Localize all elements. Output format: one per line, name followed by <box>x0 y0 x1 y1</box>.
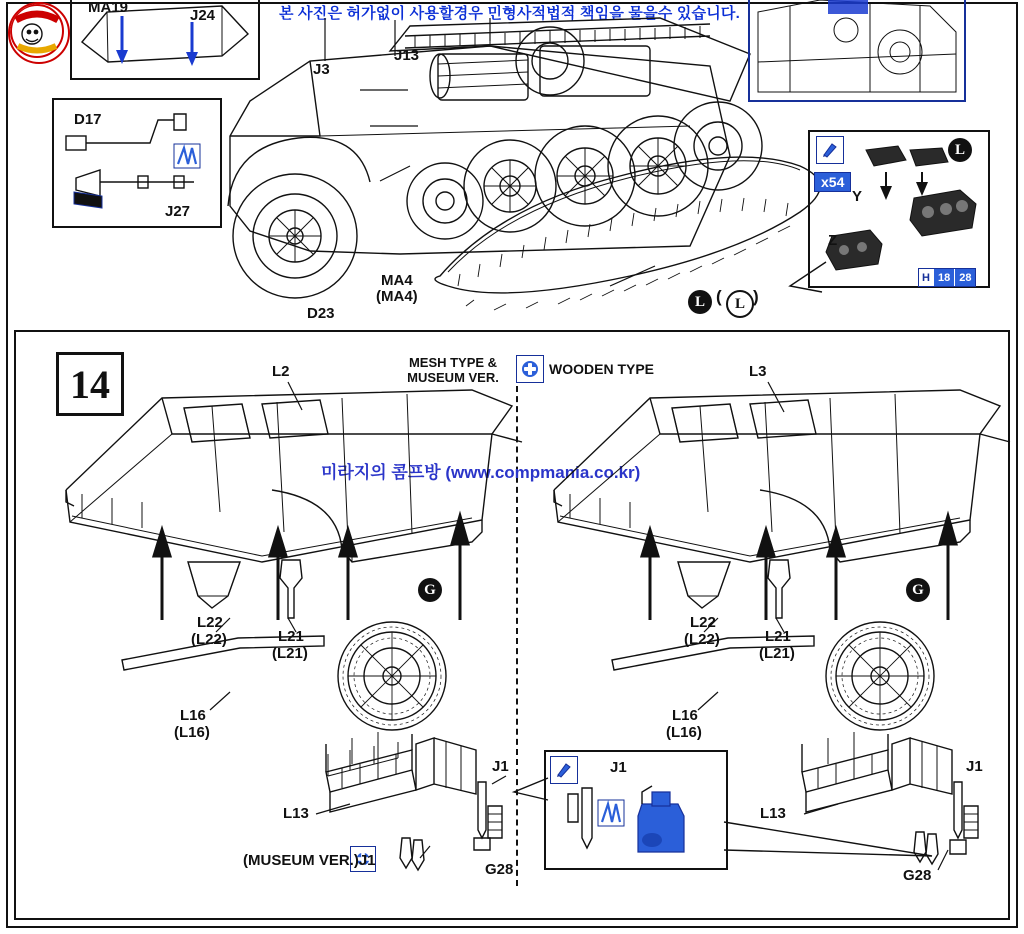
color-badge-h18-28 <box>918 268 976 287</box>
label-d23: D23 <box>307 305 335 322</box>
label-l21-right: L21 <box>765 628 791 645</box>
inset-top-right-artwork <box>750 0 964 100</box>
label-ma4: MA4 <box>381 272 413 289</box>
glue-icon-inset <box>550 756 578 784</box>
label-j1-inset: J1 <box>610 759 627 776</box>
label-museum-ver-j1: (MUSEUM VER.)J1 <box>243 852 376 869</box>
label-j1-right: J1 <box>966 758 983 775</box>
step-number-text: 14 <box>70 361 110 407</box>
label-j3: J3 <box>313 61 330 78</box>
color-badge-h: H <box>919 269 933 286</box>
mesh-type-line2: MUSEUM VER. <box>407 369 499 385</box>
compmania-logo <box>8 2 70 64</box>
inset-ma19-j24 <box>70 0 260 80</box>
label-l2: L2 <box>272 363 290 380</box>
callout-g-right: G <box>906 578 930 602</box>
label-l22-left: L22 <box>197 614 223 631</box>
callout-paren-open: ( <box>716 287 722 306</box>
label-l21-paren-right: (L21) <box>759 645 795 662</box>
label-l22-paren-left: (L22) <box>191 631 227 648</box>
inset-d17-artwork <box>54 100 220 226</box>
label-l21-paren-left: (L21) <box>272 645 308 662</box>
label-l22-paren-right: (L22) <box>684 631 720 648</box>
quantity-badge-x54: x54 <box>814 172 851 192</box>
inset-pointer-line <box>770 252 830 312</box>
callout-paren-close: ) <box>753 287 759 306</box>
callout-g-left: G <box>418 578 442 602</box>
label-j13: J13 <box>394 47 420 64</box>
label-d17: D17 <box>74 111 102 128</box>
cement-icon-art <box>520 359 540 379</box>
label-j27: J27 <box>165 203 191 220</box>
label-j24: J24 <box>190 7 216 24</box>
inset-j1-pointer-left <box>500 770 550 810</box>
label-g28-right: G28 <box>903 867 932 884</box>
label-z: Z <box>828 232 838 249</box>
wooden-type-title: WOODEN TYPE <box>549 361 655 377</box>
color-badge-right-number: 28 <box>954 269 975 286</box>
inset-j1-pointer-right <box>722 810 934 870</box>
inset-top-right-photo <box>748 0 966 102</box>
label-l13-left: L13 <box>283 805 309 822</box>
logo-artwork <box>10 4 64 58</box>
label-l13-right: L13 <box>760 805 786 822</box>
callout-l-ring: L <box>726 290 754 318</box>
label-l16-paren-left: (L16) <box>174 724 210 741</box>
label-l21-left: L21 <box>278 628 304 645</box>
inset-ma19-artwork <box>72 0 258 78</box>
inset-d17-j27 <box>52 98 222 228</box>
left-leader-lines <box>120 380 520 860</box>
glue-icon <box>816 136 844 164</box>
label-l16-paren-right: (L16) <box>666 724 702 741</box>
copyright-warning-text: 본 사진은 허가없이 사용할경우 민형사적법적 책임을 물을수 있습니다. <box>279 5 740 22</box>
label-ma19: MA19 <box>88 0 129 16</box>
mesh-type-line1: MESH TYPE & <box>408 355 498 370</box>
callout-l-filled: L <box>688 290 712 314</box>
label-l16-left: L16 <box>180 707 206 724</box>
label-l3: L3 <box>749 363 767 380</box>
label-y: Y <box>852 188 863 205</box>
label-l16-right: L16 <box>672 707 698 724</box>
label-ma4-paren: (MA4) <box>376 288 418 305</box>
label-l22-right: L22 <box>690 614 716 631</box>
label-j1-left: J1 <box>492 758 509 775</box>
color-badge-left-number: 18 <box>933 269 954 286</box>
callout-l-inset: L <box>948 138 972 162</box>
label-g28-left: G28 <box>485 861 514 878</box>
site-watermark: 미라지의 콤프방 (www.compmania.co.kr) <box>321 463 641 482</box>
